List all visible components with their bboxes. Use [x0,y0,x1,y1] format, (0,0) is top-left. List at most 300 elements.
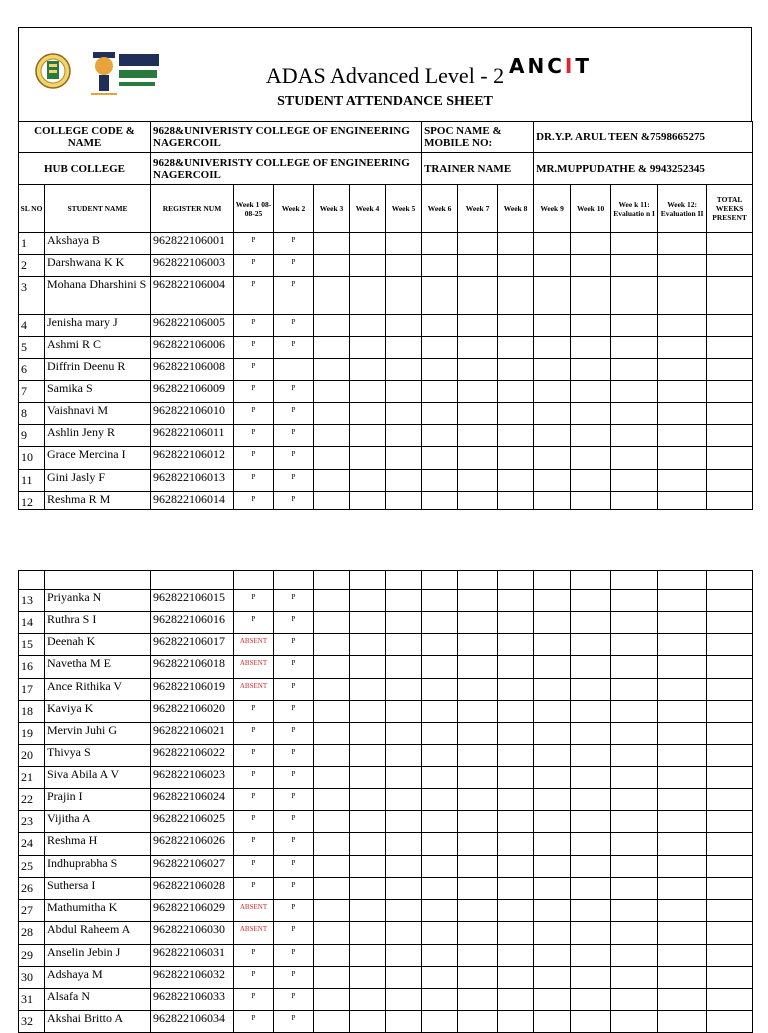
week6-attendance-cell [422,255,458,277]
sl-no-cell: 19 [19,723,45,745]
week12-attendance-cell [658,359,707,381]
week6-attendance-cell [422,945,458,967]
week10-attendance-cell [571,723,611,745]
student-name-cell: Adshaya M [45,967,151,989]
week3-attendance-cell [314,701,350,723]
table-row [19,745,753,767]
register-num-cell: 962822106021 [151,723,234,745]
week4-attendance-cell [350,701,386,723]
sl-no-cell: 20 [19,745,45,767]
week7-attendance-cell [458,922,498,945]
week5-attendance-cell [386,634,422,656]
sl-no-cell: 16 [19,656,45,679]
student-name-cell: Prajin I [45,789,151,811]
table-row [19,233,753,255]
table-row [19,811,753,833]
week10-attendance-cell [571,315,611,337]
table-row [19,701,753,723]
week5-attendance-cell [386,337,422,359]
sl-no-cell: 30 [19,967,45,989]
week1-attendance-cell: P [234,492,274,510]
week3-attendance-cell [314,337,350,359]
week6-attendance-cell [422,922,458,945]
student-name-cell: Mohana Dharshini S [45,277,151,315]
register-num-cell: 962822106023 [151,767,234,789]
week1-attendance-cell: P [234,425,274,447]
total-weeks-cell [707,811,753,833]
week8-attendance-cell [498,878,534,900]
week11-attendance-cell [611,922,658,945]
week9-attendance-cell [534,590,571,612]
week10-attendance-cell [571,492,611,510]
week5-attendance-cell [386,470,422,492]
week11-attendance-cell [611,945,658,967]
week11-attendance-cell [611,833,658,856]
week8-attendance-cell [498,425,534,447]
register-num-cell: 962822106009 [151,381,234,403]
week10-attendance-cell [571,359,611,381]
week9-attendance-cell [534,767,571,789]
register-num-cell: 962822106031 [151,945,234,967]
week12-attendance-cell [658,856,707,878]
week6-attendance-cell [422,967,458,989]
week2-attendance-cell: P [274,767,314,789]
week1-attendance-cell: P [234,723,274,745]
spoc-value: DR.Y.P. ARUL TEEN &7598665275 [534,122,753,153]
sheet-title: ADAS Advanced Level - 2 [265,63,505,88]
week11-attendance-cell [611,612,658,634]
week8-attendance-cell [498,1011,534,1033]
week12-attendance-cell [658,381,707,403]
student-name-cell: Darshwana K K [45,255,151,277]
week7-attendance-cell [458,900,498,922]
week8-attendance-cell [498,701,534,723]
week1-attendance-cell: P [234,833,274,856]
table-row [19,590,753,612]
week4-attendance-cell [350,337,386,359]
week8-attendance-cell [498,403,534,425]
table-row [19,255,753,277]
week2-attendance-cell: P [274,425,314,447]
register-num-cell: 962822106006 [151,337,234,359]
week12-attendance-cell [658,945,707,967]
register-num-cell: 962822106003 [151,255,234,277]
total-weeks-cell [707,989,753,1011]
week10-attendance-cell [571,277,611,315]
week10-attendance-cell [571,789,611,811]
week4-attendance-cell [350,989,386,1011]
week8-attendance-cell [498,634,534,656]
week6-attendance-cell [422,767,458,789]
week9-attendance-cell [534,447,571,470]
sl-no-cell: 12 [19,492,45,510]
sl-no-cell: 17 [19,679,45,701]
week5-attendance-cell [386,723,422,745]
sl-no-cell: 1 [19,233,45,255]
week9-attendance-cell [534,745,571,767]
week10-attendance-cell [571,922,611,945]
week1-attendance-cell: P [234,337,274,359]
week1-attendance-cell: P [234,403,274,425]
sl-no-cell: 22 [19,789,45,811]
register-num-cell: 962822106011 [151,425,234,447]
week7-attendance-cell [458,679,498,701]
week7-attendance-cell [458,381,498,403]
week12-attendance-cell [658,634,707,656]
week3-attendance-cell [314,967,350,989]
week4-attendance-cell [350,922,386,945]
week10-attendance-cell [571,856,611,878]
week5-attendance-cell [386,811,422,833]
week3-attendance-cell [314,833,350,856]
sl-no-cell: 32 [19,1011,45,1033]
week6-attendance-cell [422,856,458,878]
week7-attendance-cell [458,767,498,789]
table-row [19,967,753,989]
register-num-cell: 962822106034 [151,1011,234,1033]
week12-attendance-cell [658,233,707,255]
column-header-row [19,185,753,233]
table-row [19,447,753,470]
table-row [19,833,753,856]
week8-attendance-cell [498,255,534,277]
table-row [19,470,753,492]
table-row [19,1011,753,1033]
sheet-header [18,27,752,122]
week1-attendance-cell: P [234,989,274,1011]
week6-attendance-cell [422,381,458,403]
table-row [19,381,753,403]
week11-attendance-cell [611,315,658,337]
week3-attendance-cell [314,789,350,811]
week4-attendance-cell [350,277,386,315]
student-name-cell: Ance Rithika V [45,679,151,701]
week8-attendance-cell [498,337,534,359]
week2-attendance-cell: P [274,492,314,510]
week4-attendance-cell [350,679,386,701]
table-row [19,656,753,679]
week12-attendance-cell [658,833,707,856]
week3-attendance-cell [314,425,350,447]
week7-attendance-cell [458,833,498,856]
sl-no-cell: 13 [19,590,45,612]
week12-attendance-cell [658,470,707,492]
sl-no-cell: 5 [19,337,45,359]
week9-attendance-cell [534,1011,571,1033]
week8-attendance-cell [498,745,534,767]
col-week10: Week 10 [571,185,611,233]
table-row [19,315,753,337]
week11-attendance-cell [611,403,658,425]
week3-attendance-cell [314,634,350,656]
register-num-cell: 962822106001 [151,233,234,255]
register-num-cell: 962822106033 [151,989,234,1011]
sl-no-cell: 8 [19,403,45,425]
week11-attendance-cell [611,878,658,900]
week10-attendance-cell [571,656,611,679]
spoc-label: SPOC NAME & MOBILE NO: [422,122,534,153]
week3-attendance-cell [314,359,350,381]
register-num-cell: 962822106024 [151,789,234,811]
week5-attendance-cell [386,492,422,510]
week5-attendance-cell [386,878,422,900]
register-num-cell: 962822106015 [151,590,234,612]
week2-attendance-cell: P [274,833,314,856]
table-row [19,679,753,701]
week11-attendance-cell [611,255,658,277]
week9-attendance-cell [534,315,571,337]
week2-attendance-cell: P [274,701,314,723]
total-weeks-cell [707,403,753,425]
week12-attendance-cell [658,656,707,679]
col-total: TOTAL WEEKS PRESENT [707,185,753,233]
week6-attendance-cell [422,233,458,255]
week2-attendance-cell: P [274,656,314,679]
week10-attendance-cell [571,767,611,789]
total-weeks-cell [707,967,753,989]
week5-attendance-cell [386,945,422,967]
week1-attendance-cell: P [234,767,274,789]
total-weeks-cell [707,233,753,255]
week11-attendance-cell [611,359,658,381]
week1-attendance-cell: P [234,359,274,381]
week3-attendance-cell [314,590,350,612]
register-num-cell: 962822106004 [151,277,234,315]
total-weeks-cell [707,425,753,447]
student-name-cell: Alsafa N [45,989,151,1011]
register-num-cell: 962822106029 [151,900,234,922]
register-num-cell: 962822106013 [151,470,234,492]
student-name-cell: Reshma R M [45,492,151,510]
student-name-cell: Samika S [45,381,151,403]
total-weeks-cell [707,789,753,811]
week11-attendance-cell [611,701,658,723]
total-weeks-cell [707,922,753,945]
week1-attendance-cell: P [234,745,274,767]
week3-attendance-cell [314,989,350,1011]
sl-no-cell: 27 [19,900,45,922]
register-num-cell: 962822106018 [151,656,234,679]
week6-attendance-cell [422,492,458,510]
week3-attendance-cell [314,679,350,701]
week9-attendance-cell [534,922,571,945]
week5-attendance-cell [386,1011,422,1033]
week11-attendance-cell [611,337,658,359]
week11-attendance-cell [611,767,658,789]
week6-attendance-cell [422,359,458,381]
week12-attendance-cell [658,767,707,789]
week1-attendance-cell: P [234,856,274,878]
week5-attendance-cell [386,701,422,723]
col-week5: Week 5 [386,185,422,233]
week12-attendance-cell [658,425,707,447]
sl-no-cell: 18 [19,701,45,723]
attendance-table-page1 [18,121,753,510]
week4-attendance-cell [350,945,386,967]
register-num-cell: 962822106012 [151,447,234,470]
total-weeks-cell [707,470,753,492]
week2-attendance-cell: P [274,233,314,255]
week1-attendance-cell: P [234,612,274,634]
week9-attendance-cell [534,856,571,878]
week8-attendance-cell [498,277,534,315]
week8-attendance-cell [498,767,534,789]
total-weeks-cell [707,590,753,612]
week1-attendance-cell: ABSENT [234,656,274,679]
week12-attendance-cell [658,255,707,277]
week3-attendance-cell [314,745,350,767]
week1-attendance-cell: P [234,945,274,967]
total-weeks-cell [707,359,753,381]
hub-value: 9628&UNIVERISTY COLLEGE OF ENGINEERING NAGERCOIL [151,153,422,185]
total-weeks-cell [707,634,753,656]
register-num-cell: 962822106026 [151,833,234,856]
week1-attendance-cell: ABSENT [234,634,274,656]
col-name: STUDENT NAME [45,185,151,233]
week12-attendance-cell [658,447,707,470]
register-num-cell: 962822106025 [151,811,234,833]
week6-attendance-cell [422,634,458,656]
week2-attendance-cell: P [274,612,314,634]
week6-attendance-cell [422,833,458,856]
week11-attendance-cell [611,1011,658,1033]
week4-attendance-cell [350,425,386,447]
student-name-cell: Vaishnavi M [45,403,151,425]
sl-no-cell: 4 [19,315,45,337]
register-num-cell: 962822106030 [151,922,234,945]
week6-attendance-cell [422,701,458,723]
sl-no-cell: 28 [19,922,45,945]
week10-attendance-cell [571,811,611,833]
student-name-cell: Thivya S [45,745,151,767]
week11-attendance-cell [611,967,658,989]
register-num-cell: 962822106027 [151,856,234,878]
week6-attendance-cell [422,789,458,811]
week4-attendance-cell [350,470,386,492]
week8-attendance-cell [498,856,534,878]
week1-attendance-cell: P [234,967,274,989]
week7-attendance-cell [458,612,498,634]
week3-attendance-cell [314,1011,350,1033]
week5-attendance-cell [386,745,422,767]
student-name-cell: Vijitha A [45,811,151,833]
week9-attendance-cell [534,656,571,679]
table-row [19,789,753,811]
week4-attendance-cell [350,745,386,767]
week9-attendance-cell [534,492,571,510]
week10-attendance-cell [571,701,611,723]
week2-attendance-cell: P [274,277,314,315]
week9-attendance-cell [534,723,571,745]
sheet-subtitle: STUDENT ATTENDANCE SHEET [277,94,493,109]
week8-attendance-cell [498,833,534,856]
total-weeks-cell [707,277,753,315]
week9-attendance-cell [534,425,571,447]
student-name-cell: Indhuprabha S [45,856,151,878]
week3-attendance-cell [314,922,350,945]
college-label: COLLEGE CODE & NAME [19,122,151,153]
col-week11: Wee k 11: Evaluatio n I [611,185,658,233]
week7-attendance-cell [458,255,498,277]
week7-attendance-cell [458,701,498,723]
week3-attendance-cell [314,612,350,634]
week5-attendance-cell [386,767,422,789]
week6-attendance-cell [422,878,458,900]
sl-no-cell: 10 [19,447,45,470]
week5-attendance-cell [386,679,422,701]
week10-attendance-cell [571,470,611,492]
week11-attendance-cell [611,233,658,255]
week8-attendance-cell [498,679,534,701]
week4-attendance-cell [350,789,386,811]
week5-attendance-cell [386,381,422,403]
week4-attendance-cell [350,833,386,856]
col-week1: Week 1 08-08-25 [234,185,274,233]
week12-attendance-cell [658,612,707,634]
week5-attendance-cell [386,315,422,337]
col-week8: Week 8 [498,185,534,233]
week8-attendance-cell [498,811,534,833]
week1-attendance-cell: P [234,447,274,470]
week5-attendance-cell [386,612,422,634]
week5-attendance-cell [386,425,422,447]
week8-attendance-cell [498,447,534,470]
week6-attendance-cell [422,470,458,492]
week4-attendance-cell [350,856,386,878]
week9-attendance-cell [534,381,571,403]
week2-attendance-cell: P [274,789,314,811]
week1-attendance-cell: P [234,1011,274,1033]
week7-attendance-cell [458,656,498,679]
blank-header-row [19,571,753,590]
week2-attendance-cell: P [274,337,314,359]
week12-attendance-cell [658,723,707,745]
total-weeks-cell [707,612,753,634]
week3-attendance-cell [314,255,350,277]
week4-attendance-cell [350,359,386,381]
student-name-cell: Mervin Juhi G [45,723,151,745]
register-num-cell: 962822106020 [151,701,234,723]
week10-attendance-cell [571,403,611,425]
week10-attendance-cell [571,1011,611,1033]
total-weeks-cell [707,878,753,900]
week11-attendance-cell [611,745,658,767]
week3-attendance-cell [314,381,350,403]
week5-attendance-cell [386,922,422,945]
week6-attendance-cell [422,425,458,447]
week8-attendance-cell [498,381,534,403]
week1-attendance-cell: P [234,381,274,403]
week7-attendance-cell [458,745,498,767]
week3-attendance-cell [314,900,350,922]
week7-attendance-cell [458,856,498,878]
week9-attendance-cell [534,811,571,833]
week4-attendance-cell [350,900,386,922]
col-week7: Week 7 [458,185,498,233]
week12-attendance-cell [658,745,707,767]
week4-attendance-cell [350,767,386,789]
week6-attendance-cell [422,989,458,1011]
week6-attendance-cell [422,745,458,767]
student-name-cell: Mathumitha K [45,900,151,922]
week12-attendance-cell [658,403,707,425]
week3-attendance-cell [314,945,350,967]
week2-attendance-cell: P [274,989,314,1011]
col-reg: REGISTER NUM [151,185,234,233]
week5-attendance-cell [386,989,422,1011]
week9-attendance-cell [534,945,571,967]
week11-attendance-cell [611,679,658,701]
